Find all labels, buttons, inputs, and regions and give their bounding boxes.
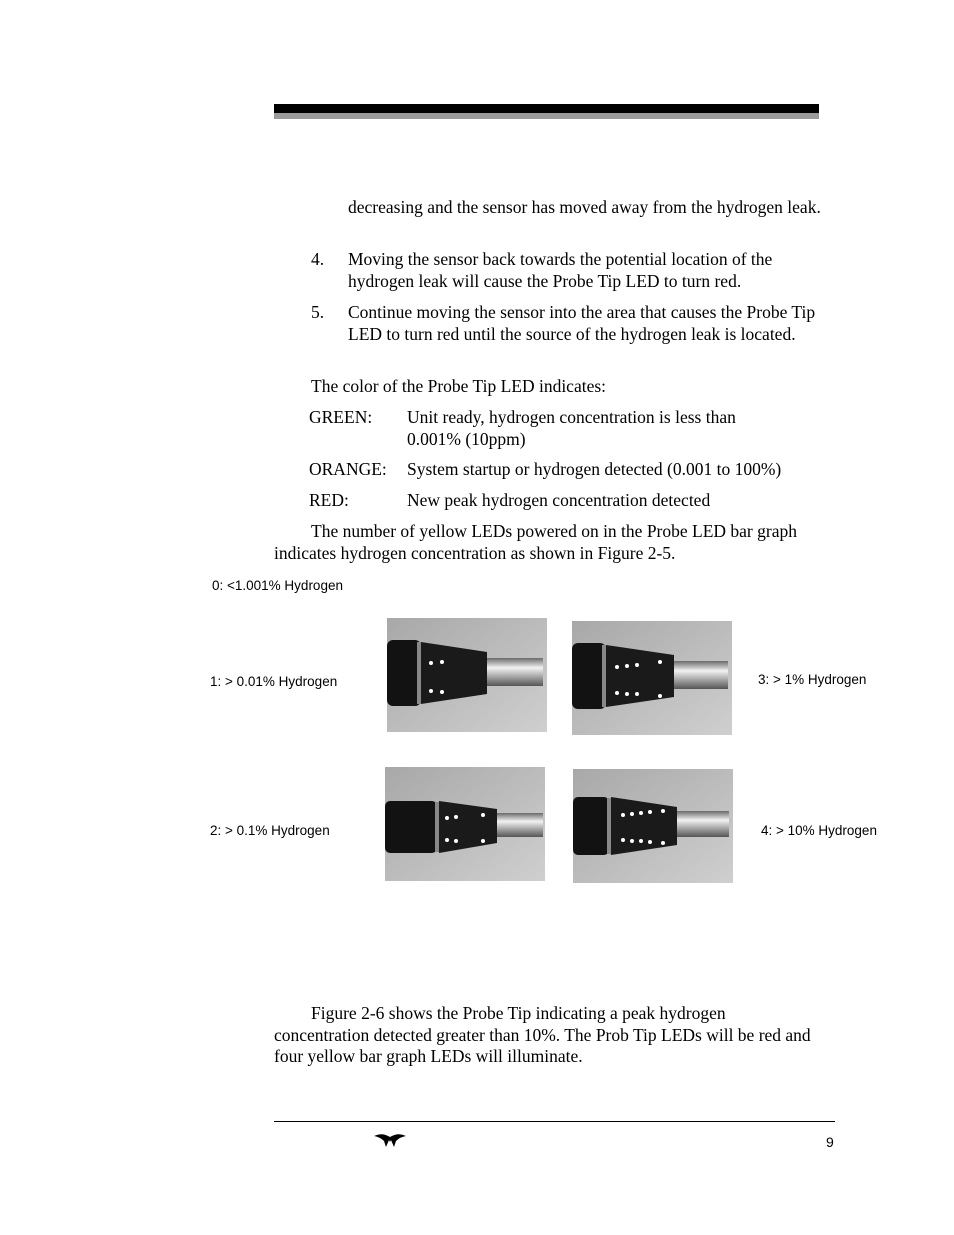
led-desc-red: New peak hydrogen concentration detected: [407, 490, 711, 510]
probe-photo-level-2: [385, 767, 545, 881]
step-4-text: Moving the sensor back towards the potential location of the hydrogen leak will cause the Probe Tip LED to turn red.: [348, 249, 773, 291]
caption-level-4: 4: > 10% Hydrogen: [761, 823, 877, 838]
caption-level-2: 2: > 0.1% Hydrogen: [210, 823, 330, 838]
probe-photo-level-1: [387, 618, 547, 732]
probe-photo-level-4: [573, 769, 733, 883]
step-5-number: 5.: [311, 302, 325, 322]
led-term-red: RED:: [309, 490, 349, 510]
led-term-green: GREEN:: [309, 407, 373, 427]
caption-level-1: 1: > 0.01% Hydrogen: [210, 674, 338, 689]
led-desc-orange: System startup or hydrogen detected (0.001 to 100%): [407, 459, 782, 479]
page-number: 9: [826, 1134, 834, 1150]
led-term-orange: ORANGE:: [309, 459, 387, 479]
header-rule-black: [274, 104, 819, 113]
bar-graph-paragraph: The number of yellow LEDs powered on in the Probe LED bar graph indicates hydrogen concentration as shown in Figure 2-5.: [274, 521, 797, 563]
caption-level-3: 3: > 1% Hydrogen: [758, 672, 867, 687]
step-4-number: 4.: [311, 249, 325, 269]
probe-photo-level-3: [572, 621, 732, 735]
continued-paragraph: decreasing and the sensor has moved away from the hydrogen leak.: [348, 197, 821, 217]
teledyne-logo-icon: [372, 1132, 408, 1148]
step-5-text: Continue moving the sensor into the area that causes the Probe Tip LED to turn red until the source of the hydrogen leak is located.: [348, 302, 816, 344]
header-rule-grey: [274, 113, 819, 119]
caption-level-0: 0: <1.001% Hydrogen: [212, 578, 343, 593]
led-intro: The color of the Probe Tip LED indicates:: [311, 376, 607, 396]
footer-rule: [274, 1121, 835, 1122]
led-desc-green: Unit ready, hydrogen concentration is less than 0.001% (10ppm): [407, 407, 736, 449]
peak-paragraph: Figure 2-6 shows the Probe Tip indicating a peak hydrogen concentration detected greater than 10%. The Prob Tip LEDs will be red and four yellow bar graph LEDs will illuminate.: [274, 1003, 811, 1066]
